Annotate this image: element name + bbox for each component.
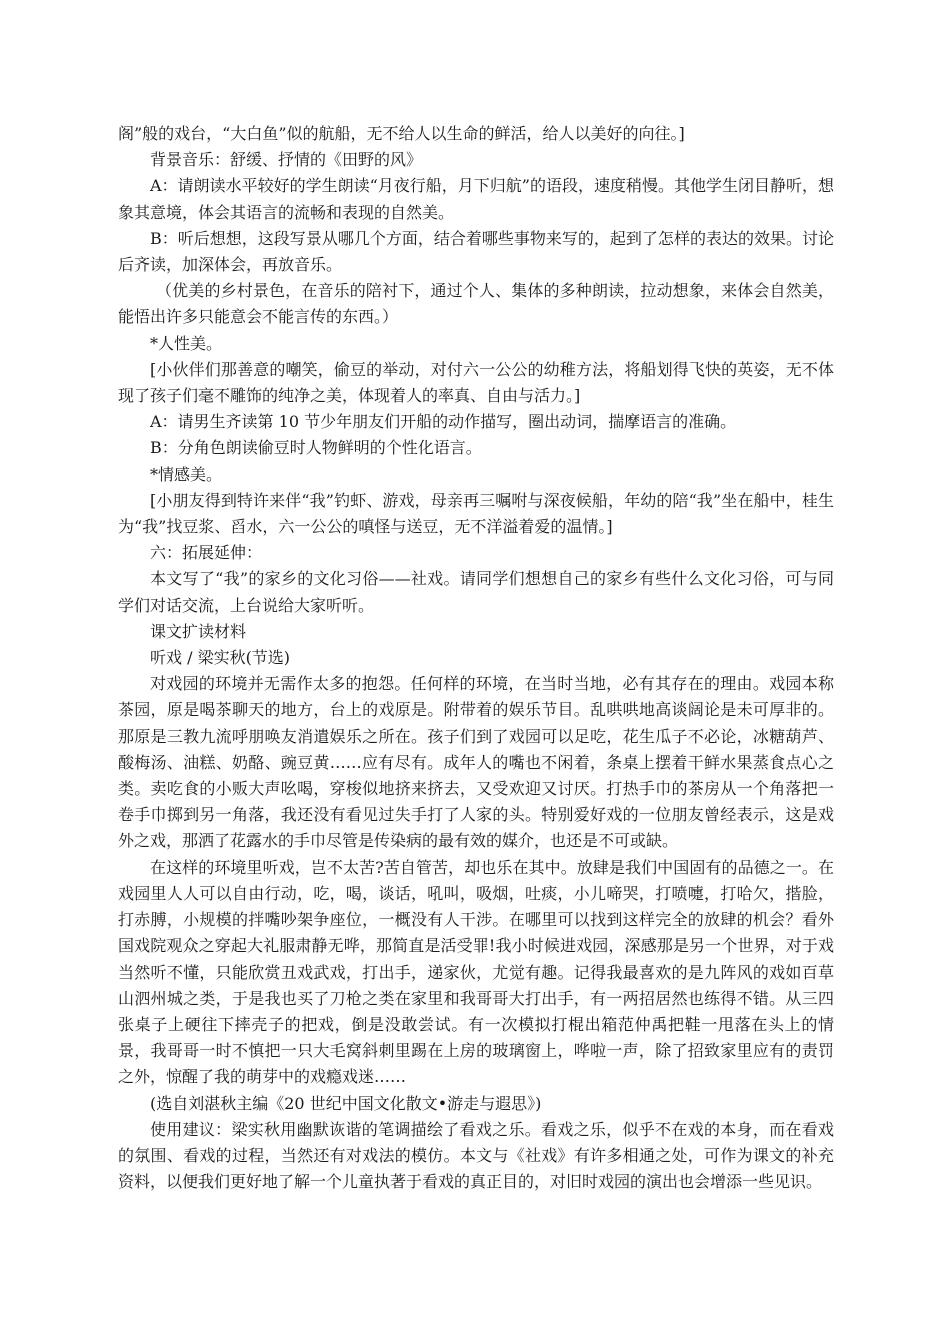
paragraph-reading-b: B：听后想想，这段写景从哪几个方面，结合着哪些事物来写的，起到了怎样的表达的效果。讨论后齐读，加深体会，再放音乐。	[118, 228, 834, 275]
paragraph-reading-a: A：请朗读水平较好的学生朗读“月夜行船，月下归航”的语段，速度稍慢。其他学生闭目静听，想象其意境，体会其语言的流畅和表现的自然美。	[118, 176, 834, 222]
paragraph-usage-advice: 使用建议：梁实秋用幽默诙谐的笔调描绘了看戏之乐。看戏之乐，似乎不在戏的本身，而在看戏的氛围、看戏的过程，当然还有对戏法的模仿。本文与《社戏》有许多相通之处，可作为课文的补充资料，以便我们更好地了解一个儿童执著于看戏的真正目的，对旧时戏园的演出也会增添一些见识。	[118, 1119, 834, 1192]
paragraph-background-music: 背景音乐：舒缓、抒情的《田野的风》	[150, 150, 423, 170]
paragraph-boys-reading: A：请男生齐读第 10 节少年朋友们开船的动作描写，圈出动词，揣摩语言的准确。	[150, 412, 737, 432]
paragraph-article-2: 在这样的环境里听戏，岂不太苦?苦自管苦，却也乐在其中。放肆是我们中国固有的品德之一。在戏园里人人可以自由行动，吃，喝，谈话，吼叫，吸烟，吐痰，小儿啼哭，打喷嚏，打哈欠，揩脸，打赤膊，小规模的拌嘴吵架争座位，一概没有人干涉。在哪里可以找到这样完全的放肆的机会？看外国戏院观众之穿起大礼服肃静无哗，那简直是活受罪!我小时候进戏园，深感那是另一个世界，对于戏当然听不懂，只能欣赏丑戏武戏，打出手，递家伙，尤觉有趣。记得我最喜欢的是九阵风的戏如百草山泗州城之类，于是我也买了刀枪之类在家里和我哥哥大打出手，有一两招居然也练得不错。从三四张桌子上硬往下摔壳子的把戏，倒是没敢尝试。有一次模拟打棍出箱范仲禹把鞋一甩落在头上的情景，我哥哥一时不慎把一只大毛窝斜刺里踢在上房的玻璃窗上，哗啦一声，除了招致家里应有的责罚之外，惊醒了我的萌芽中的戏瘾戏迷……	[118, 857, 834, 1087]
paragraph-humanity-note: [小伙伴们那善意的嘲笑，偷豆的举动，对付六一公公的幼稚方法，将船划得飞快的英姿，无不体现了孩子们毫不雕饰的纯净之美，体现着人的率真、自由与活力。]	[118, 359, 834, 406]
paragraph-extension: 本文写了“我”的家乡的文化习俗——社戏。请同学们想想自己的家乡有些什么文化习俗，可与同学们对话交流，上台说给大家听听。	[118, 569, 834, 615]
paragraph-continued-quote: 阁”般的戏台，“大白鱼”似的航船，无不给人以生命的鲜活，给人以美好的向往。]	[118, 124, 685, 143]
paragraph-nature-note: （优美的乡村景色，在音乐的陪衬下，通过个人、集体的多种朗读，拉动想象，来体会自然美，能悟出许多只能意会不能言传的东西。）	[118, 281, 834, 327]
heading-extended-reading: 课文扩读材料	[150, 621, 247, 641]
heading-humanity-beauty: *人性美。	[150, 333, 223, 353]
heading-emotion-beauty: *情感美。	[150, 464, 223, 484]
paragraph-emotion-note: [小朋友得到特许来伴“我”钓虾、游戏，母亲再三嘱咐与深夜候船，年幼的陪“我”坐在船中，桂生为“我”找豆浆、舀水，六一公公的嗔怪与送豆，无不洋溢着爱的温情。]	[118, 490, 834, 537]
paragraph-role-reading: B：分角色朗读偷豆时人物鲜明的个性化语言。	[150, 438, 482, 458]
paragraph-article-1: 对戏园的环境并无需作太多的抱怨。任何样的环境，在当时当地，必有其存在的理由。戏园本称茶园，原是喝茶聊天的地方，台上的戏原是。附带着的娱乐节目。乱哄哄地高谈阔论是未可厚非的。那原是三教九流呼朋唤友消遣娱乐之所在。孩子们到了戏园可以足吃，花生瓜子不必论，冰糖葫芦、酸梅汤、油糕、奶酪、豌豆黄……应有尽有。成年人的嘴也不闲着，条桌上摆着干鲜水果蒸食点心之类。卖吃食的小贩大声吆喝，穿梭似地挤来挤去，又受欢迎又讨厌。打热手巾的茶房从一个角落把一卷手巾掷到另一角落，我还没有看见过失手打了人家的头。特别爱好戏的一位朋友曾经表示，这是戏外之戏，那洒了花露水的手巾尽管是传染病的最有效的媒介，也还是不可或缺。	[118, 674, 834, 851]
heading-article-title: 听戏 / 梁实秋(节选)	[150, 648, 291, 668]
heading-extension: 六：拓展延伸：	[150, 543, 263, 563]
paragraph-source: (选自刘湛秋主编《20 世纪中国文化散文•游走与遐思》)	[150, 1093, 542, 1113]
document-page	[118, 121, 834, 1195]
